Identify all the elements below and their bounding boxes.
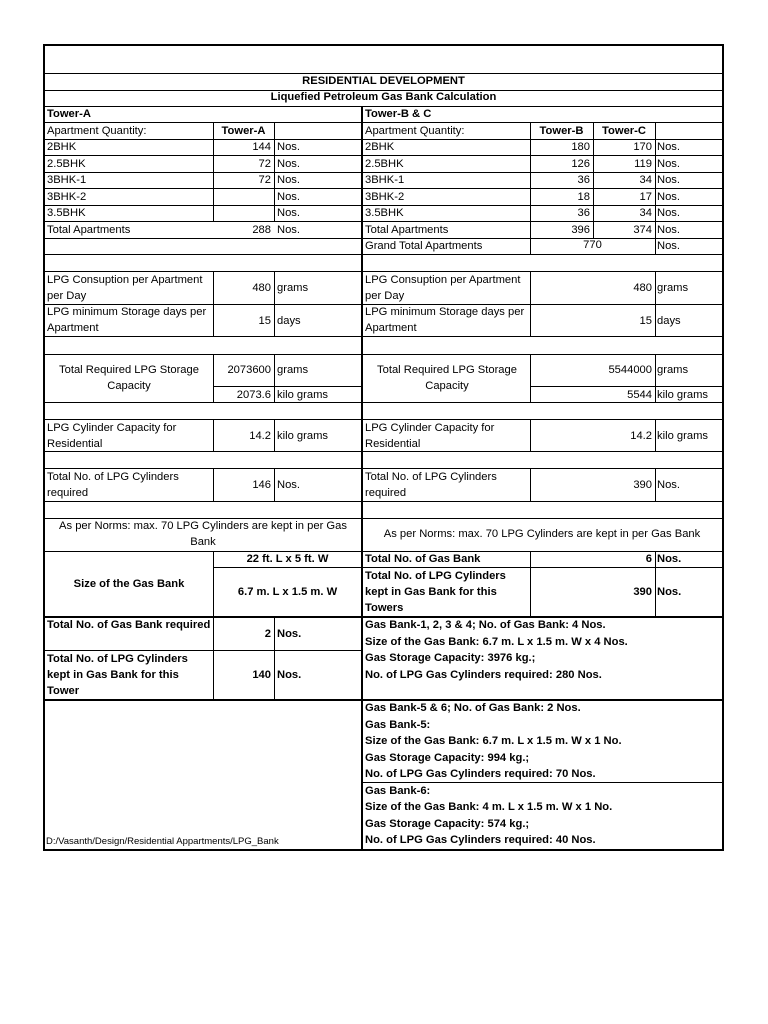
apartment-type: 2.5BHK — [365, 158, 404, 170]
grid-line — [274, 616, 275, 699]
cylinders-kept-value: 390 — [633, 586, 652, 598]
unit-label: Nos. — [657, 158, 681, 170]
unit-label: Nos. — [277, 141, 301, 153]
norms-note: As per Norms: max. 70 LPG Cylinders are kept in per Gas Bank — [59, 520, 347, 548]
storage-days-label: LPG minimum Storage days per Apartment — [47, 306, 207, 334]
gas-bank-size-meters: 6.7 m. L x 1.5 m. W — [237, 586, 338, 598]
unit-label: Nos. — [657, 479, 681, 491]
norms-note: As per Norms: max. 70 LPG Cylinders are kept in per Gas Bank — [383, 528, 701, 540]
lpg-calculation-sheet — [43, 44, 724, 851]
cylinders-kept-label: Total No. of LPG Cylinders kept in Gas Bank for this Tower — [47, 653, 188, 697]
gas-bank-summary-line: No. of LPG Gas Cylinders required: 40 Nos. — [365, 834, 596, 846]
cylinder-capacity-label: LPG Cylinder Capacity for Residential — [365, 422, 495, 450]
unit-label: Nos. — [657, 224, 681, 236]
total-apartments-label: Total Apartments — [365, 224, 449, 236]
tower-b-count: 36 — [577, 207, 590, 219]
unit-label: Nos. — [277, 479, 301, 491]
unit-label: days — [277, 315, 301, 327]
apartment-type: 3.5BHK — [47, 207, 86, 219]
apartment-type: 3BHK-1 — [47, 174, 87, 186]
unit-label: kilo grams — [277, 430, 328, 442]
gas-bank-size-feet: 22 ft. L x 5 ft. W — [246, 553, 329, 565]
grid-line — [274, 271, 275, 336]
unit-label: Nos. — [277, 191, 301, 203]
unit-label: Nos. — [277, 224, 301, 236]
unit-label: Nos. — [277, 628, 302, 640]
grid-line — [655, 122, 656, 255]
gas-bank-summary-line: Gas Bank-1, 2, 3 & 4; No. of Gas Bank: 4 Nos. — [365, 619, 606, 631]
apartment-type: 3.5BHK — [365, 207, 404, 219]
tower-b-column-header: Tower-B — [539, 125, 584, 137]
gas-bank-summary-line: Gas Storage Capacity: 574 kg.; — [365, 818, 530, 830]
gas-bank-summary-line: No. of LPG Gas Cylinders required: 70 Nos. — [365, 768, 596, 780]
gas-bank-summary-line: Gas Bank-5: — [365, 719, 431, 731]
apartment-type: 3BHK-2 — [365, 191, 405, 203]
tower-c-count: 119 — [634, 158, 652, 170]
tower-c-total: 374 — [633, 224, 652, 236]
gas-bank-summary-line: Gas Storage Capacity: 3976 kg.; — [365, 652, 536, 664]
total-gas-banks-label: Total No. of Gas Bank — [365, 553, 481, 565]
tower-b-count: 126 — [571, 158, 590, 170]
center-divider — [361, 106, 363, 851]
lpg-consumption-label: LPG Consuption per Apartment per Day — [365, 274, 521, 302]
tower-a-column-header: Tower-A — [221, 125, 266, 137]
apartment-type: 2.5BHK — [47, 158, 86, 170]
gas-bank-summary-line: No. of LPG Gas Cylinders required: 280 Nos. — [365, 669, 602, 681]
gas-bank-summary-line: Size of the Gas Bank: 6.7 m. L x 1.5 m. W x 4 Nos. — [365, 636, 628, 648]
grid-line — [655, 354, 656, 402]
storage-capacity-label: Total Required LPG Storage Capacity — [59, 364, 199, 392]
unit-label: Nos. — [657, 553, 682, 565]
unit-label: Nos. — [277, 207, 301, 219]
storage-days-label: LPG minimum Storage days per Apartment — [365, 306, 525, 334]
cylinder-capacity-label: LPG Cylinder Capacity for Residential — [47, 422, 177, 450]
tower-bc-heading: Tower-B & C — [365, 108, 432, 120]
cylinders-required-value: 390 — [633, 479, 652, 491]
grand-total-value: 770 — [583, 239, 602, 251]
total-apartments-label: Total Apartments — [47, 224, 131, 236]
tower-b-count: 180 — [571, 141, 590, 153]
apartment-type: 3BHK-2 — [47, 191, 87, 203]
grid-line — [45, 254, 722, 255]
grid-line — [45, 354, 722, 355]
grid-line — [655, 419, 656, 451]
unit-label: kilo grams — [277, 389, 328, 401]
unit-label: Nos. — [657, 174, 681, 186]
cylinders-kept-value: 140 — [252, 669, 271, 681]
tower-c-column-header: Tower-C — [602, 125, 646, 137]
unit-label: grams — [277, 364, 309, 376]
unit-label: kilo grams — [657, 430, 708, 442]
tower-c-count: 34 — [639, 207, 652, 219]
storage-capacity-kilograms: 2073.6 — [236, 389, 271, 401]
lpg-consumption-value: 480 — [633, 282, 652, 294]
apartment-quantity-label: Apartment Quantity: — [365, 125, 465, 137]
unit-label: grams — [657, 364, 689, 376]
tower-c-count: 170 — [633, 141, 652, 153]
storage-days-value: 15 — [258, 315, 271, 327]
unit-label: Nos. — [657, 240, 681, 252]
apartment-count: 144 — [252, 141, 271, 153]
storage-capacity-grams: 2073600 — [227, 364, 271, 376]
apartment-count: 72 — [258, 158, 271, 170]
file-path: D:/Vasanth/Design/Residential Appartments/LPG_Bank — [46, 836, 279, 847]
cylinders-kept-label: Total No. of LPG Cylinders kept in Gas Bank for this Towers — [365, 570, 506, 614]
cylinders-required-label: Total No. of LPG Cylinders required — [365, 471, 497, 499]
gas-banks-required-label: Total No. of Gas Bank required — [47, 619, 211, 631]
unit-label: Nos. — [657, 191, 681, 203]
unit-label: grams — [277, 282, 309, 294]
grid-line — [45, 336, 722, 337]
unit-label: Nos. — [657, 207, 681, 219]
apartment-type: 3BHK-1 — [365, 174, 405, 186]
apartment-quantity-label: Apartment Quantity: — [47, 125, 147, 137]
unit-label: days — [657, 315, 681, 327]
unit-label: kilo grams — [657, 389, 708, 401]
lpg-consumption-label: LPG Consuption per Apartment per Day — [47, 274, 203, 302]
apartment-type: 2BHK — [47, 141, 77, 153]
storage-capacity-kilograms: 5544 — [627, 389, 652, 401]
gas-bank-summary-line: Size of the Gas Bank: 4 m. L x 1.5 m. W x 1 No. — [365, 801, 613, 813]
apartment-type: 2BHK — [365, 141, 395, 153]
grid-line — [274, 419, 275, 451]
tower-b-count: 18 — [577, 191, 590, 203]
gas-banks-required-value: 2 — [264, 628, 271, 640]
grid-line — [45, 501, 722, 502]
tower-b-total: 396 — [571, 224, 590, 236]
gas-bank-summary-line: Gas Storage Capacity: 994 kg.; — [365, 752, 530, 764]
page-subtitle: Liquefied Petroleum Gas Bank Calculation — [270, 91, 497, 103]
cylinders-required-value: 146 — [252, 479, 271, 491]
gas-bank-summary-line: Size of the Gas Bank: 6.7 m. L x 1.5 m. W x 1 No. — [365, 735, 622, 747]
unit-label: Nos. — [277, 174, 301, 186]
grid-line — [274, 122, 275, 222]
storage-capacity-label: Total Required LPG Storage Capacity — [377, 364, 517, 392]
gas-bank-size-label: Size of the Gas Bank — [73, 578, 185, 590]
unit-label: Nos. — [657, 586, 682, 598]
unit-label: Nos. — [277, 669, 302, 681]
apartment-count: 72 — [258, 174, 271, 186]
grid-line — [655, 468, 656, 501]
grid-line — [655, 271, 656, 336]
storage-days-value: 15 — [639, 315, 652, 327]
lpg-consumption-value: 480 — [252, 282, 271, 294]
total-apartments-value: 288 — [252, 224, 271, 236]
unit-label: Nos. — [277, 158, 301, 170]
page-title: RESIDENTIAL DEVELOPMENT — [302, 75, 465, 87]
cylinder-capacity-value: 14.2 — [630, 430, 652, 442]
tower-c-count: 17 — [639, 191, 652, 203]
unit-label: Nos. — [657, 141, 681, 153]
grand-total-label: Grand Total Apartments — [365, 240, 483, 252]
unit-label: grams — [657, 282, 689, 294]
grid-line — [655, 551, 656, 616]
tower-c-count: 34 — [639, 174, 652, 186]
tower-a-heading: Tower-A — [47, 108, 91, 120]
cylinder-capacity-value: 14.2 — [249, 430, 271, 442]
gas-bank-summary-line: Gas Bank-6: — [365, 785, 431, 797]
cylinders-required-label: Total No. of LPG Cylinders required — [47, 471, 179, 499]
gas-bank-summary-line: Gas Bank-5 & 6; No. of Gas Bank: 2 Nos. — [365, 702, 581, 714]
grid-line — [274, 354, 275, 402]
grid-line — [213, 567, 362, 568]
total-gas-banks-value: 6 — [645, 553, 652, 565]
tower-b-count: 36 — [577, 174, 590, 186]
storage-capacity-grams: 5544000 — [608, 364, 652, 376]
grid-line — [274, 468, 275, 501]
